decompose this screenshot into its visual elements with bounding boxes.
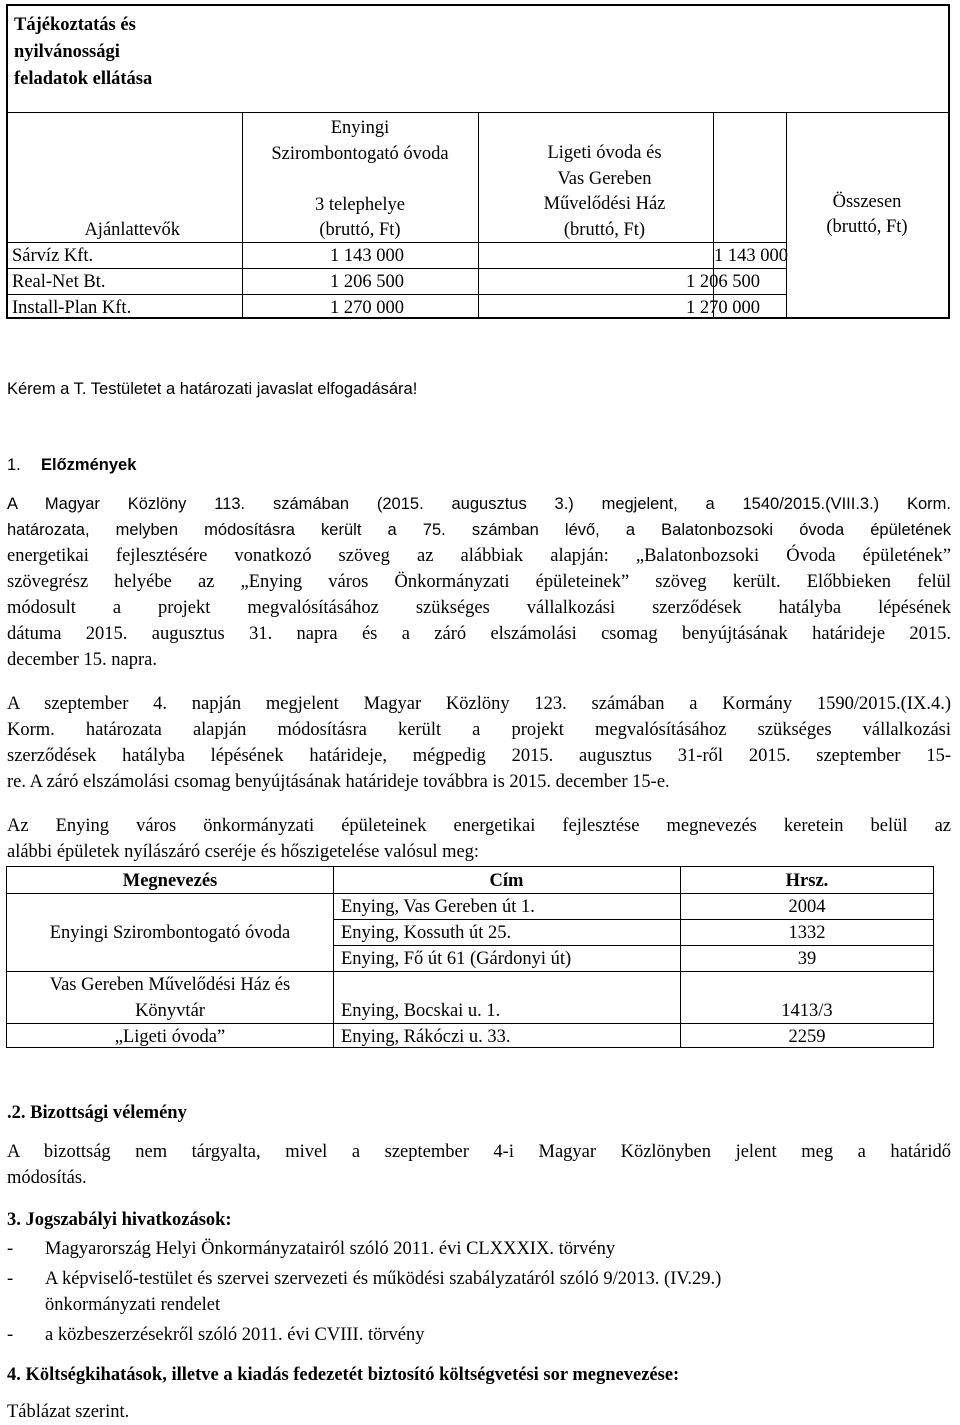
paragraph-line: módosult a projekt megvalósításához szükséges vállalkozási szerződések hatályba lépésének — [7, 598, 951, 618]
building-name — [7, 972, 333, 1024]
paragraph-line: A Magyar Közlöny 113. számában (2015. augusztus 3.) megjelent, a 1540/2015.(VIII.3.) Korm. — [7, 495, 951, 513]
ligeti-value: 1 206 500 — [686, 272, 760, 292]
header-line: 3 telephelye — [315, 194, 405, 215]
list-bullet: - — [7, 1325, 14, 1345]
header-line: Összesen — [832, 192, 902, 212]
list-bullet: - — [7, 1239, 14, 1259]
bids-table-title-line: Tájékoztatás és — [14, 15, 136, 35]
section2-heading: .2. Bizottsági vélemény — [7, 1103, 187, 1123]
building-lot: 1413/3 — [781, 1001, 833, 1021]
building-name: Enyingi Szirombontogató óvoda — [49, 923, 291, 943]
section3-heading: 3. Jogszabályi hivatkozások: — [7, 1210, 232, 1230]
paragraph-line: dátuma 2015. augusztus 31. napra és a záró elszámolási csomag benyújtásának határideje 2015. — [7, 624, 951, 644]
header-line: Vas Gereben — [557, 168, 652, 189]
section1-heading — [7, 452, 951, 478]
header-name: Megnevezés — [122, 871, 218, 891]
paragraph-line: módosítás. — [7, 1168, 87, 1188]
enying-value: 1 206 500 — [330, 272, 404, 292]
header-line: Enyingi — [330, 118, 390, 138]
building-name-line: Könyvtár — [135, 1001, 205, 1021]
enying-value: 1 143 000 — [330, 246, 404, 266]
section-title: Előzmények — [41, 456, 137, 474]
header-line: (bruttó, Ft) — [319, 220, 401, 240]
bidders-header: Ajánlattevők — [84, 220, 180, 240]
header-line: (bruttó, Ft) — [826, 217, 908, 237]
building-address: Enying, Vas Gereben út 1. — [341, 897, 535, 917]
list-item-line: A képviselő-testület és szervei szervezeti és működési szabályzatáról szóló 9/2013. (IV.29.) — [45, 1269, 722, 1289]
list-bullet: - — [7, 1269, 14, 1289]
table-column-divider — [333, 867, 334, 1047]
ligeti-kindergarten-header — [478, 141, 713, 243]
section-number: 1. — [7, 456, 21, 474]
buildings-table — [6, 866, 934, 1048]
building-address: Enying, Kossuth út 25. — [341, 923, 512, 943]
building-address: Enying, Fő út 61 (Gárdonyi út) — [341, 949, 572, 969]
enying-value: 1 270 000 — [330, 298, 404, 318]
paragraph-line: szövegrész helyébe az „Enying város Önkormányzati épületeinek” szöveg került. Előbbieken felül — [7, 572, 951, 592]
building-address: Enying, Bocskai u. 1. — [341, 1001, 501, 1021]
building-lot: 39 — [797, 949, 817, 969]
paragraph-line: határozata, melyben módosításra került a 75. számban lévő, a Balatonbozsoki óvoda épületének — [7, 521, 951, 539]
enying-kindergarten-header — [242, 116, 478, 244]
section4-text: Táblázat szerint. — [7, 1402, 130, 1422]
paragraph-line: Az Enying város önkormányzati épületeinek energetikai fejlesztése megnevezés keretein belül az — [7, 816, 951, 836]
section1-paragraph-2 — [7, 691, 951, 795]
list-item-text — [45, 1266, 951, 1318]
bids-table — [6, 4, 950, 319]
header-line: Ligeti óvoda és — [547, 143, 662, 163]
paragraph-line: alábbi épületek nyílászáró cseréje és hőszigetelése valósul meg: — [7, 842, 480, 862]
paragraph-line: A bizottság nem tárgyalta, mivel a szeptember 4-i Magyar Közlönyben jelent meg a határidő — [7, 1142, 951, 1162]
building-lot: 1332 — [788, 923, 826, 943]
paragraph-line: Korm. határozata alapján módosításra került a projekt megvalósításához szükséges vállalkozási — [7, 720, 951, 740]
ligeti-value: 1 143 000 — [714, 246, 788, 266]
header-line: Művelődési Ház — [543, 194, 666, 214]
bidder-name: Sárvíz Kft. — [12, 246, 94, 266]
header-address: Cím — [489, 871, 524, 891]
section1-paragraph-3 — [7, 813, 951, 865]
header-lot-number: Hrsz. — [785, 871, 829, 891]
bids-table-title-line: nyilvánossági — [14, 42, 120, 62]
bidder-name: Real-Net Bt. — [12, 272, 106, 292]
request-line: Kérem a T. Testületet a határozati javaslat elfogadására! — [7, 380, 418, 398]
paragraph-line: szerződések hatályba lépésének határideje, mégpedig 2015. augusztus 31-ről 2015. szeptember 15- — [7, 746, 951, 766]
paragraph-line: december 15. napra. — [7, 650, 157, 670]
paragraph-line: A szeptember 4. napján megjelent Magyar Közlöny 123. számában a Kormány 1590/2015.(IX.4.) — [7, 694, 951, 714]
building-lot: 2259 — [788, 1027, 826, 1047]
building-address: Enying, Rákóczi u. 33. — [341, 1027, 511, 1047]
list-item-line: önkormányzati rendelet — [45, 1295, 221, 1315]
list-item-text: a közbeszerzésekről szóló 2011. évi CVIII. törvény — [45, 1325, 425, 1345]
building-name-line: Vas Gereben Művelődési Ház és — [49, 975, 291, 995]
building-lot: 2004 — [788, 897, 826, 917]
header-line — [242, 167, 478, 193]
paragraph-line: energetikai fejlesztésére vonatkozó szöveg az alábbiak alapján: „Balatonbozsoki Óvoda épületének” — [7, 546, 951, 566]
section2-paragraph — [7, 1139, 951, 1191]
bidder-name: Install-Plan Kft. — [12, 298, 132, 318]
header-line: Szirombontogató óvoda — [271, 143, 449, 164]
bids-table-title-line: feladatok ellátása — [14, 69, 153, 89]
list-item-text: Magyarország Helyi Önkormányzatairól szóló 2011. évi CLXXXIX. törvény — [45, 1239, 616, 1259]
bids-table-title — [14, 12, 250, 93]
building-name: „Ligeti óvoda” — [114, 1027, 226, 1047]
section4-heading: 4. Költségkihatások, illetve a kiadás fedezetét biztosító költségvetési sor megnevezése: — [7, 1365, 680, 1385]
header-line: (bruttó, Ft) — [563, 219, 646, 240]
ligeti-value: 1 270 000 — [686, 298, 760, 318]
section1-paragraph-1-cont — [7, 517, 951, 673]
total-header — [786, 114, 948, 240]
paragraph-line: re. A záró elszámolási csomag benyújtásának határideje továbbra is 2015. december 15-e. — [7, 772, 670, 792]
